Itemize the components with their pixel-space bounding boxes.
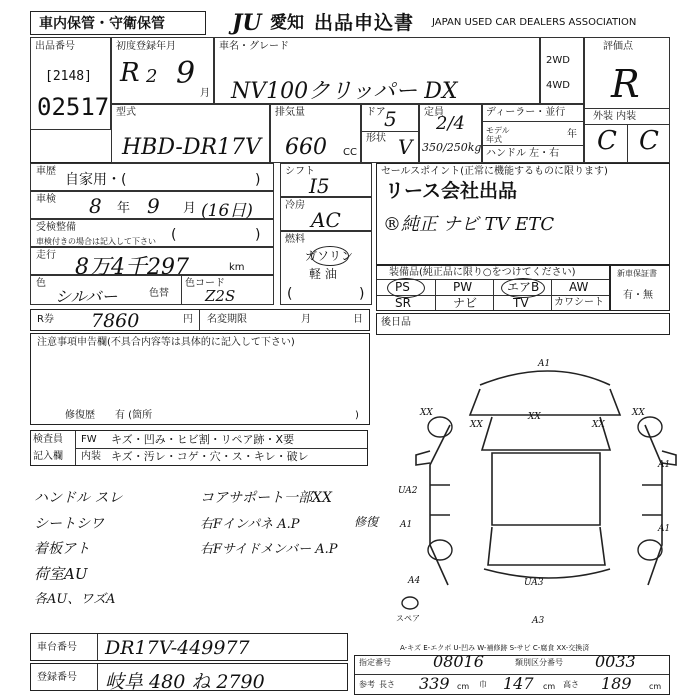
sales-point-headline: リース会社出品 [385,180,518,202]
mark-a1-top: A1 [538,359,551,369]
note-core-support: コアサポート一部XX [200,490,332,506]
left-side-outline [430,425,450,585]
dealer-divider [483,121,583,122]
warranty-opts: 有・無 [623,290,653,301]
doors-cell [361,104,419,163]
note-plate: 着板アト [34,541,90,557]
history-row [30,163,274,191]
length-label: 長さ [379,680,395,689]
grade-divider [585,108,669,109]
grade-exterior: C [597,126,617,156]
right-side-outline [645,425,662,585]
checker-row1-key: FW [81,434,97,445]
front-right-wheel [638,417,662,437]
logo-text: 愛知 [270,13,304,33]
equipment-pw: PW [453,280,473,294]
recycle-row [30,309,370,331]
notes-label: 注意事項申告欄(不具合内容等は具体的に記入して下さい) [37,337,295,348]
equipment-seat: カワシート [554,297,604,308]
plate-split [97,664,98,690]
checker-row2-key: 内装 [81,451,101,462]
checker-label-1: 検査員 [33,434,63,445]
ref-label: 参考 [359,680,375,689]
classification-value: 0033 [595,652,636,671]
capacity-label: 定員 [424,107,444,118]
rear-right-wheel [638,540,662,560]
grade-value: R [611,62,640,106]
note-seat: シートシワ [34,516,104,532]
displacement-cell [270,104,361,163]
mileage-label: 走行 [36,250,56,261]
dealer-label: ディーラー・並行 [486,107,566,118]
bottom-specs [354,652,670,695]
classification-label: 類別区分番号 [515,658,563,667]
inspection-day: (16日) [201,201,253,221]
history-value: 自家用・( [65,172,127,188]
note-side-member: 右Fサイドメンバー A.P [200,542,338,557]
capacity-value: 2/4 [436,113,465,134]
lot-sub-number: [2148] [45,69,92,84]
form-title: 出品申込書 [314,12,415,34]
shift-value: I5 [309,174,330,198]
color-swap-label: 色替 [149,288,169,299]
name-change-month: 月 [301,314,311,325]
rear-outline [488,527,605,565]
plate-label: 登録番号 [37,672,77,683]
shape-label: 形状 [366,133,386,144]
equipment-label: 装備品(純正品に限り○をつけてください) [389,267,576,278]
mileage-unit: km [229,262,245,273]
roof-outline [492,453,600,525]
registration-cell [111,37,214,104]
shift-label: シフト [285,166,315,177]
chassis-label: 車台番号 [37,642,77,653]
mark-xx-right: XX [592,420,605,430]
recycle-value: 7860 [91,310,140,332]
windshield-outline [482,417,610,450]
ac-label: 冷房 [285,200,305,211]
model-name: NV100クリッパー DX [231,79,458,104]
damage-legend: A-キズ E-エクボ U-凹み W-補修跡 S-サビ C-腐食 XX-交換済 [400,644,590,652]
lot-label: 出品番号 [35,41,75,52]
plate-row [30,663,348,691]
registration-label: 初度登録年月 [116,41,176,52]
mark-xx-hood: XX [528,412,541,422]
fuel-cell [280,231,372,305]
handle-label: ハンドル 左・右 [486,148,560,159]
color-value: シルバー [55,287,118,306]
registration-year: 2 [146,66,158,87]
drive-4wd: 4WD [546,80,570,91]
checker-box [30,430,368,466]
plate-value: 岐阜 480 ね 2790 [105,671,265,693]
color-split [181,276,182,304]
displacement-label: 排気量 [275,107,305,118]
sales-point-detail: ®純正 ナビ TV ETC [383,214,555,235]
repair-value: 有 (箇所 [115,410,153,421]
spare-tire [402,597,418,609]
inspection-year: 8 [89,194,102,218]
right-door-lines [642,485,662,515]
mileage-value: 8万4千297 [75,255,189,280]
equipment-sr: SR [395,296,411,310]
dealer-divider-2 [483,145,583,146]
grade-interior: C [639,126,659,156]
ac-value: AC [311,208,341,232]
mark-a3: A3 [532,616,545,626]
drive-cell [540,37,584,104]
type-value: HBD-DR17V [122,135,261,160]
repair-label: 修復歴 [65,410,95,421]
mark-a1-right-lower: A1 [658,524,671,534]
warranty-label: 新車保証書 [617,269,657,278]
received-note: 車検付きの場合は記入して下さい [36,237,156,246]
hood-outline [470,389,620,415]
dealer-cell [482,104,584,163]
length-cm: cm [457,682,470,691]
chassis-row [30,633,348,661]
note-instrument: 右Fインパネ A.P [200,517,300,532]
note-repair-mark: 修復 [354,515,379,529]
equipment-box [376,265,610,311]
inspection-label: 車検 [36,194,56,205]
color-code-label: 色コード [185,278,225,289]
chassis-value: DR17V-449977 [105,637,250,659]
shape-value: V [398,135,413,159]
recycle-label: R券 [37,314,54,325]
color-label: 色 [36,278,46,289]
color-row [30,275,274,305]
left-door-lines [430,485,450,515]
front-bumper-outline [480,371,610,385]
registration-era: R [120,58,140,88]
inspection-row [30,191,274,219]
height-cm: cm [649,682,662,691]
fuel-circle [311,246,349,266]
type-cell [111,104,270,163]
height-value: 189 [601,674,632,693]
car-damage-diagram [400,355,700,635]
received-row [30,219,274,247]
note-each: 各AU、ワズA [34,592,116,607]
mark-xx-left: XX [470,420,483,430]
fuel-gasoline: ガソリン [305,249,354,263]
sales-point-box [376,163,670,265]
equipment-aw: AW [569,280,589,294]
color-code-value: Z2S [205,287,236,305]
equipment-navi: ナビ [453,296,478,310]
equipment-ps: PS [395,280,410,294]
capacity-cell [419,104,482,163]
storage-label: 車内保管・守衛保管 [39,16,165,32]
mark-xx-far-left: XX [420,408,433,418]
received-open: ( [171,227,177,243]
year-unit: 年 [567,129,577,140]
width-cm: cm [543,682,556,691]
storage-label-box [30,11,206,35]
doors-divider [362,131,418,132]
displacement-unit: CC [343,147,357,158]
ju-logo-mark: JU [232,10,262,36]
repair-close: ) [355,410,359,421]
name-change-label: 名変期限 [207,314,247,325]
notes-box [30,333,370,425]
load-value: 350/250kg [422,141,482,154]
equipment-col-1 [435,279,436,310]
type-label: 型式 [116,107,136,118]
mark-xx-far-right: XX [632,408,645,418]
model-year-label: モデル 年式 [486,126,510,144]
history-label: 車歴 [36,166,56,177]
grade-cell [584,37,670,163]
grade-ext-int-label: 外装 内装 [593,111,637,122]
model-label: 車名・グレード [219,41,289,52]
grade-split [627,124,628,162]
displacement-value: 660 [285,135,327,160]
recycle-split [199,310,200,330]
grade-label: 評価点 [603,41,633,52]
chassis-split [97,634,98,660]
registration-month: 9 [176,56,196,91]
mark-ua3: UA3 [524,578,544,588]
spare-label: スペア [396,614,420,623]
fuel-paren-open: ( [287,286,293,302]
rear-bumper-outline [484,569,610,578]
mark-a1-left: A1 [400,520,413,530]
length-value: 339 [419,674,450,693]
doors-label: ドア [366,107,386,118]
sales-point-label: セールスポイント(正常に機能するものに限ります) [381,166,608,177]
lot-cell [30,37,111,130]
width-value: 147 [503,674,534,693]
note-handle: ハンドル スレ [34,490,123,506]
warranty-box [610,265,670,311]
fuel-label: 燃料 [285,234,305,245]
name-change-day: 日 [353,314,363,325]
shift-cell [280,163,372,197]
ac-cell [280,197,372,231]
fuel-paren-close: ) [359,286,365,302]
inspection-year-unit: 年 [117,201,131,216]
history-close: ) [255,172,261,188]
after-sale-label: 後日品 [381,317,411,328]
left-mirror [416,451,430,465]
airbag-circle [501,278,545,298]
mark-a4: A4 [408,576,421,586]
note-cargo: 荷室AU [34,565,88,583]
equipment-tv: TV [513,296,529,310]
received-close: ) [255,227,261,243]
equipment-col-2 [493,279,494,310]
recycle-unit: 円 [183,314,193,325]
ps-circle [387,278,425,298]
inspection-month-unit: 月 [183,201,197,216]
received-label: 受検整備 [36,222,76,233]
equipment-airbag: エアB [507,280,540,294]
mileage-row [30,247,274,280]
width-label: 巾 [479,680,487,689]
equipment-col-3 [551,279,552,310]
fuel-diesel: 軽 油 [309,267,337,281]
doors-value: 5 [384,107,397,131]
height-label: 高さ [563,680,579,689]
checker-row2: キズ・汚レ・コゲ・穴・ス・キレ・破レ [111,450,309,463]
inspection-month: 9 [147,194,160,218]
checker-divider [75,448,367,449]
checker-label-2: 記入欄 [33,451,63,462]
mark-ua2-left: UA2 [398,486,418,496]
checker-row1: キズ・凹み・ヒビ割・リペア跡・X要 [111,433,295,446]
lot-number: 02517 [37,93,110,121]
designation-value: 08016 [433,652,484,671]
model-cell [214,37,540,104]
after-sale-box [376,313,670,335]
mark-a1-right-upper: A1 [658,460,671,470]
association-name: JAPAN USED CAR DEALERS ASSOCIATION [432,17,637,28]
drive-2wd: 2WD [546,55,570,66]
registration-month-unit: 月 [200,88,210,99]
designation-label: 指定番号 [359,658,391,667]
